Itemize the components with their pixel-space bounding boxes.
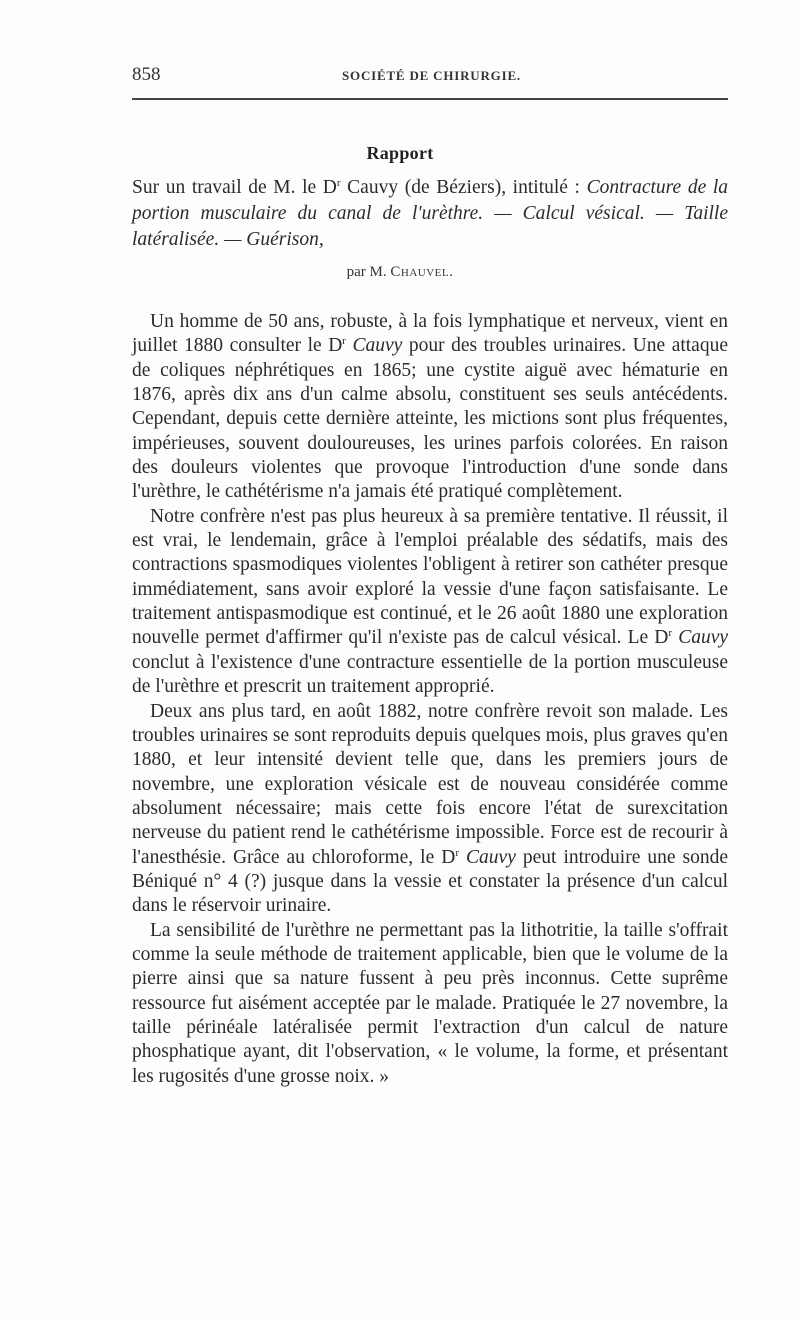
running-head: SOCIÉTÉ DE CHIRURGIE. [342, 68, 521, 83]
header-rule [132, 98, 728, 100]
report-subtitle [132, 175, 728, 253]
paragraph-3-text-b: peut introduire une sonde Béniqué n° 4 (?) jusque dans la vessie et constater la présence d'un calcul dans le réservoir urinaire. [132, 846, 729, 917]
page-number: 858 [132, 64, 161, 85]
paragraph-3-text-a: Deux ans plus tard, en août 1882, notre confrère revoit son malade. Les troubles urinaires se sont reproduits depuis quelques mois, plus graves qu'en 1880, et leur intensité devient telle que, dans les premiers jours de novembre, une exploration vésicale est de nouveau considérée comme absolument nécessaire; mais cette fois encore l'état de surexcitation nerveuse du patient rend le cathétérisme impossible. Force est de recourir à l'anesthésie. Grâce au chloroforme, le D [132, 700, 728, 868]
page-header [132, 64, 727, 88]
paragraph-4 [132, 919, 728, 1089]
subtitle-text-2: Cauvy (de Béziers), intitulé : [340, 177, 587, 198]
paragraph-2-text-a: Notre confrère n'est pas plus heureux à sa première tentative. Il réussit, il est vrai, le lendemain, grâce à l'emploi préalable des sédatifs, mais des contractions spasmodiques violentes l'obligent à retirer son cathéter presque immédiatement, sans avoir exploré la vessie d'une façon satisfaisante. Le traitement antispasmodique est continué, et le 26 août 1880 une exploration nouvelle permet d'affirmer qu'il n'existe pas de calcul vésical. Le D [132, 505, 728, 649]
paragraph-1-text-b: pour des troubles urinaires. Une attaque de coliques néphrétiques en 1865; une cystite aiguë avec hématurie en 1876, après dix ans d'un calme absolu, constituent ses seuls antécédents. Cependant, depuis cette dernière atteinte, les mictions sont plus fréquentes, impérieuses, souvent douloureuses, les urines parfois colorées. En raison des douleurs violentes que provoque l'introduction d'une sonde dans l'urèthre, le cathétérisme n'a jamais été pratiqué complètement. [132, 335, 728, 503]
author-line [0, 264, 800, 281]
paragraph-2-name: Cauvy [678, 627, 729, 649]
paragraph-3-name: Cauvy [466, 846, 516, 868]
paragraph-4-text: La sensibilité de l'urèthre ne permettant pas la lithotritie, la taille s'offrait comme la seule méthode de traitement applicable, bien que le volume de la pierre ainsi que sa nature fussent à peu près inconnus. Cette suprême ressource fut aisément acceptée par le malade. Pratiquée le 27 novembre, la taille périnéale latéralisée permit l'extraction d'un calcul de nature phosphatique ayant, dit l'observation, « le volume, la forme, et présentant les rugosités d'une grosse noix. » [132, 919, 728, 1087]
subtitle-text: Sur un travail de M. le D [132, 177, 337, 198]
paragraph-1-sup: r [342, 335, 346, 348]
paragraph-2 [132, 505, 728, 700]
paragraph-1-text-a: Un homme de 50 ans, robuste, à la fois lymphatique et nerveux, vient en juillet 1880 consulter le D [132, 311, 728, 357]
paragraph-3 [132, 700, 728, 919]
subtitle-sup: r [336, 177, 341, 189]
paragraph-1 [132, 310, 728, 505]
author-name: Chauvel. [390, 264, 454, 280]
section-title: Rapport [366, 143, 434, 163]
body-text [132, 310, 728, 1089]
paragraph-3-sup: r [455, 846, 460, 859]
author-prefix: par M. [346, 264, 391, 280]
subtitle-italic: Contracture de la portion musculaire du canal de l'urèthre. — Calcul vésical. — Taille latéralisée. — Guérison, [132, 177, 729, 250]
paragraph-2-sup: r [668, 627, 673, 640]
paragraph-1-name: Cauvy [352, 335, 403, 357]
paragraph-2-text-b: conclut à l'existence d'une contracture essentielle de la portion musculeuse de l'urèthre et prescrit un traitement approprié. [132, 651, 728, 698]
